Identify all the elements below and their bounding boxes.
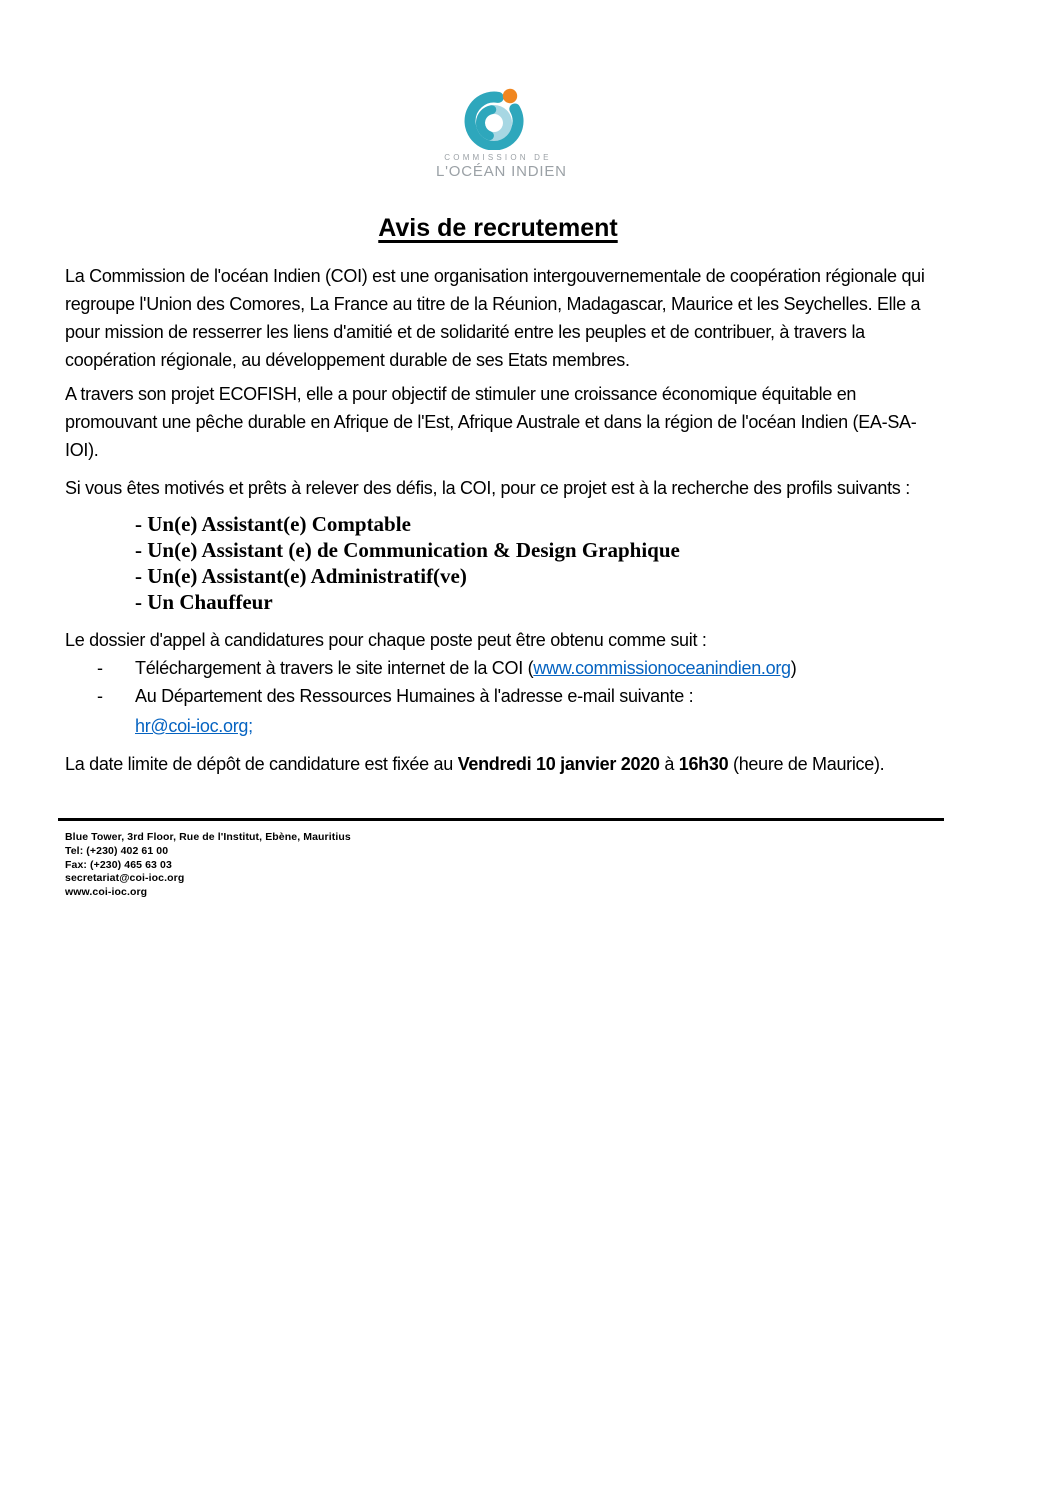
footer-address: Blue Tower, 3rd Floor, Rue de l'Institut, Ebène, Mauritius	[65, 831, 351, 843]
deadline-mid: à	[659, 754, 679, 774]
intro-paragraph: La Commission de l'océan Indien (COI) est une organisation intergouvernementale de coopération régionale qui regroupe l'Union des Comores, La France au titre de la Réunion, Madagascar, Maurice et les Seychelles. Elle a pour mission de resserrer les liens d'amitié et de solidarité entre les peuples et de contribuer, à travers la coopération régionale, au développement durable de ses Etats membres.	[65, 266, 925, 370]
dossier-bullet-download	[97, 654, 957, 682]
footer-email: secretariat@coi-ioc.org	[65, 872, 185, 885]
bullet-download-pre: Téléchargement à travers le site internet de la COI (	[135, 658, 534, 678]
coi-website-link[interactable]: www.commissionoceanindien.org	[533, 658, 791, 678]
ecofish-paragraph: A travers son projet ECOFISH, elle a pour objectif de stimuler une croissance économique équitable en promouvant une pêche durable en Afrique de l'Est, Afrique Australe et dans la région de l'océan Indien (EA-SA-IOI).	[65, 384, 917, 460]
dossier-bullet-hr	[97, 682, 957, 710]
page-title: Avis de recrutement	[378, 214, 618, 242]
bullet-download-text	[135, 654, 796, 682]
positions-list	[135, 511, 835, 615]
deadline-time: 16h30	[678, 754, 729, 774]
hr-email-line	[135, 712, 253, 740]
footer-divider	[58, 818, 944, 821]
coi-logo-icon	[436, 84, 560, 150]
coi-logo	[436, 84, 567, 180]
deadline-pre: La date limite de dépôt de candidature est fixée au	[65, 754, 458, 774]
bullet-hr-text: Au Département des Ressources Humaines à l'adresse e-mail suivante :	[135, 686, 694, 706]
hr-email-link[interactable]: hr@coi-ioc.org;	[135, 716, 253, 736]
bullet-download-post: )	[790, 658, 797, 678]
position-item-administratif: - Un(e) Assistant(e) Administratif(ve)	[135, 564, 467, 588]
bullet-dash: -	[97, 658, 103, 678]
deadline-date: Vendredi 10 janvier 2020	[457, 754, 660, 774]
position-item-communication: - Un(e) Assistant (e) de Communication & Design Graphique	[135, 538, 680, 562]
profils-intro-paragraph: Si vous êtes motivés et prêts à relever des défis, la COI, pour ce projet est à la recherche des profils suivants :	[65, 478, 910, 498]
footer-fax: Fax: (+230) 465 63 03	[65, 858, 172, 871]
position-item-comptable: - Un(e) Assistant(e) Comptable	[135, 512, 411, 536]
dossier-intro: Le dossier d'appel à candidatures pour chaque poste peut être obtenu comme suit :	[65, 630, 707, 650]
logo-text-commission: COMMISSION DE	[444, 153, 552, 162]
footer	[65, 831, 565, 900]
deadline-post: (heure de Maurice).	[728, 754, 885, 774]
orange-dot	[503, 89, 517, 103]
logo-text-ocean-indien: L'OCÉAN INDIEN	[436, 163, 567, 180]
position-item-chauffeur: - Un Chauffeur	[135, 590, 273, 614]
footer-website: www.coi-ioc.org	[65, 886, 148, 899]
bullet-dash: -	[97, 686, 103, 706]
deadline-paragraph	[65, 750, 933, 778]
footer-tel: Tel: (+230) 402 61 00	[65, 844, 169, 857]
